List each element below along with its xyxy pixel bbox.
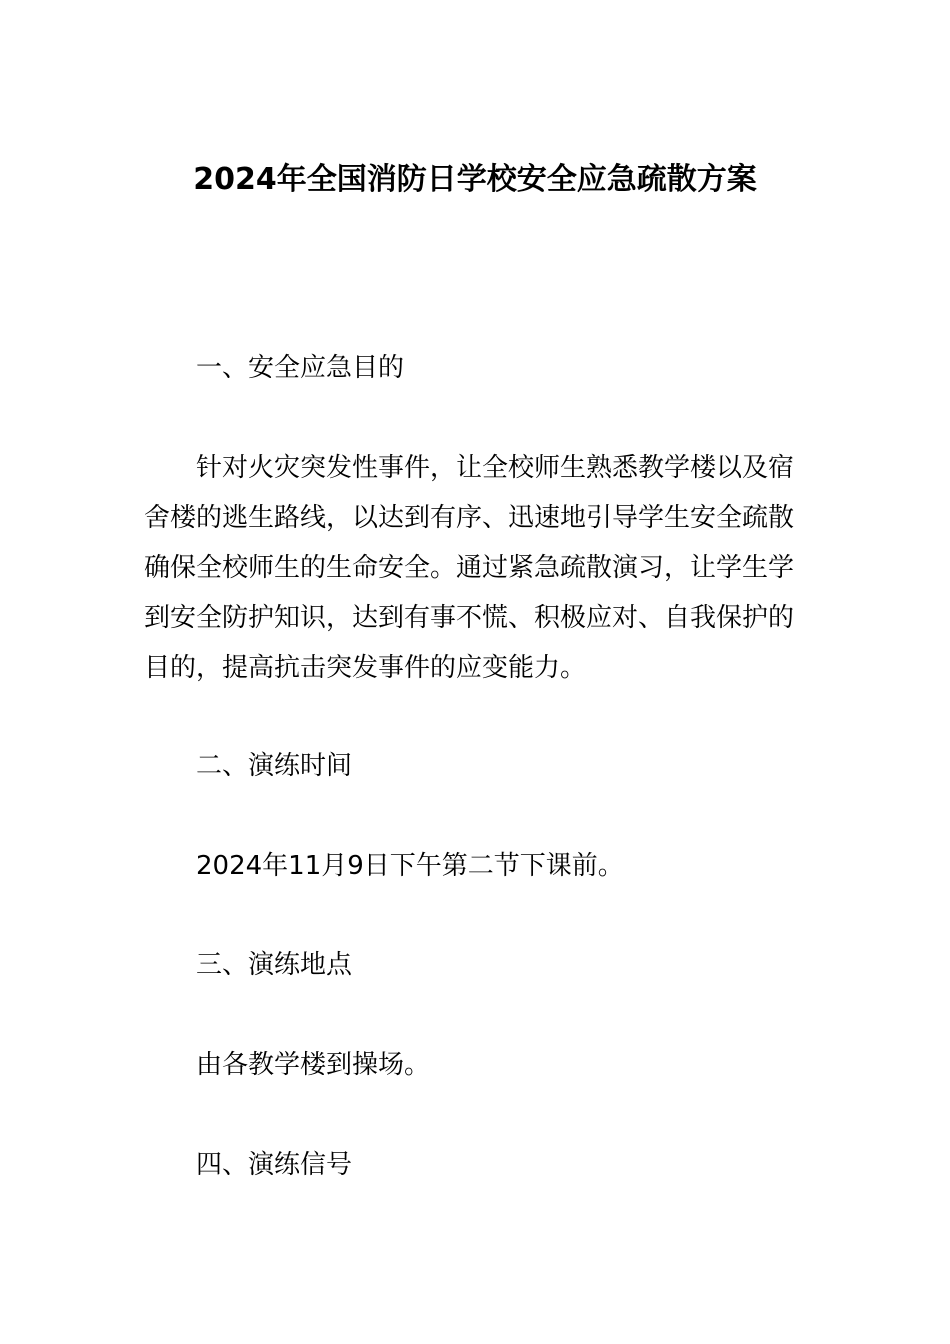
body-line: 确保全校师生的生命安全。通过紧急疏散演习，让学生学 [144, 553, 795, 583]
section-heading-location: 三、演练地点 [196, 950, 353, 980]
section-body-location: 由各教学楼到操场。 [196, 1050, 431, 1080]
body-line: 针对火灾突发性事件，让全校师生熟悉教学楼以及宿 [196, 453, 795, 483]
section-body-purpose [144, 443, 810, 693]
body-line: 舍楼的逃生路线，以达到有序、迅速地引导学生安全疏散 [144, 503, 795, 533]
body-line: 目的，提高抗击突发事件的应变能力。 [144, 653, 587, 683]
body-line: 到安全防护知识，达到有事不慌、积极应对、自我保护的 [144, 603, 795, 633]
section-heading-signal: 四、演练信号 [196, 1150, 353, 1180]
document-title: 2024年全国消防日学校安全应急疏散方案 [193, 162, 757, 197]
section-heading-time: 二、演练时间 [196, 751, 353, 781]
section-heading-purpose: 一、安全应急目的 [196, 353, 405, 383]
section-body-time: 2024年11月9日下午第二节下课前。 [196, 851, 624, 881]
